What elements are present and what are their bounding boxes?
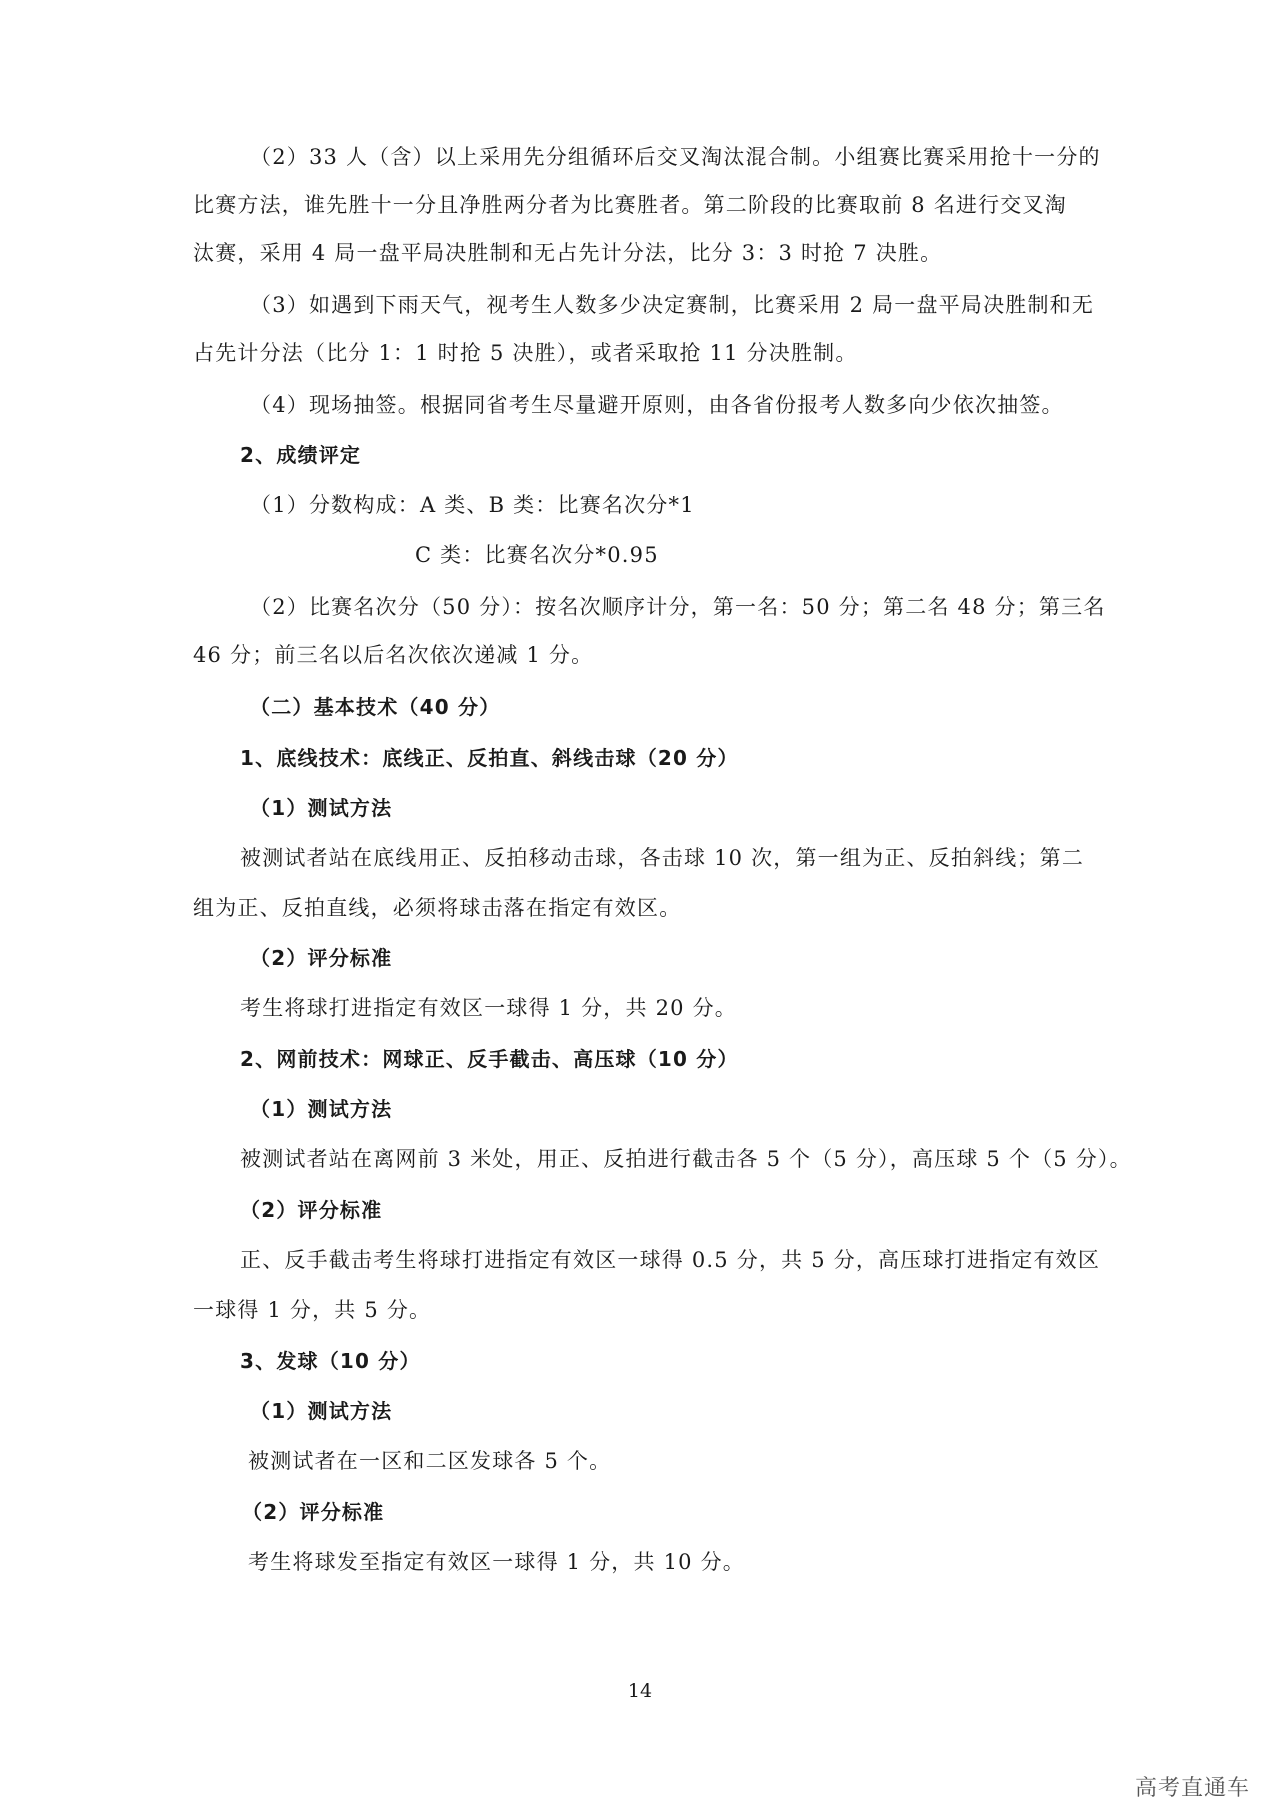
paragraph-line: 正、反手截击考生将球打进指定有效区一球得 0.5 分，共 5 分，高压球打进指定有效区	[240, 1248, 1101, 1272]
paragraph-line: （3）如遇到下雨天气，视考生人数多少决定赛制，比赛采用 2 局一盘平局决胜制和无	[250, 293, 1095, 317]
paragraph-line: 占先计分法（比分 1：1 时抢 5 决胜），或者采取抢 11 分决胜制。	[193, 341, 858, 365]
section-heading: （二）基本技术（40 分）	[250, 695, 501, 719]
paragraph-line: （1）分数构成：A 类、B 类：比赛名次分*1	[250, 493, 695, 517]
subsection-heading: （1）测试方法	[250, 796, 393, 820]
subsection-heading: （2）评分标准	[250, 946, 393, 970]
subsection-heading: （1）测试方法	[250, 1399, 393, 1423]
paragraph-line: （2）33 人（含）以上采用先分组循环后交叉淘汰混合制。小组赛比赛采用抢十一分的	[250, 145, 1101, 169]
paragraph-line: 比赛方法，谁先胜十一分且净胜两分者为比赛胜者。第二阶段的比赛取前 8 名进行交叉淘	[193, 193, 1067, 217]
paragraph-line: 一球得 1 分，共 5 分。	[193, 1298, 432, 1322]
section-heading: 3、发球（10 分）	[240, 1349, 421, 1373]
paragraph-line: 被测试者在一区和二区发球各 5 个。	[248, 1449, 612, 1473]
paragraph-line: 被测试者站在离网前 3 米处，用正、反拍进行截击各 5 个（5 分），高压球 5 个（5 分）。	[240, 1147, 1132, 1171]
paragraph-line: 汰赛，采用 4 局一盘平局决胜制和无占先计分法，比分 3：3 时抢 7 决胜。	[193, 241, 943, 265]
paragraph-line: 46 分；前三名以后名次依次递减 1 分。	[193, 643, 594, 667]
paragraph-line: 组为正、反拍直线，必须将球击落在指定有效区。	[193, 896, 682, 920]
paragraph-line: 被测试者站在底线用正、反拍移动击球，各击球 10 次，第一组为正、反拍斜线；第二	[240, 846, 1085, 870]
paragraph-line: （4）现场抽签。根据同省考生尽量避开原则，由各省份报考人数多向少依次抽签。	[250, 393, 1064, 417]
subsection-heading: （2）评分标准	[240, 1198, 383, 1222]
subsection-heading: （2）评分标准	[242, 1500, 385, 1524]
subsection-heading: （1）测试方法	[250, 1097, 393, 1121]
section-heading: 2、网前技术：网球正、反手截击、高压球（10 分）	[240, 1047, 739, 1071]
paragraph-line: 考生将球打进指定有效区一球得 1 分，共 20 分。	[240, 996, 737, 1020]
section-heading: 2、成绩评定	[240, 443, 362, 467]
section-heading: 1、底线技术：底线正、反拍直、斜线击球（20 分）	[240, 746, 739, 770]
paragraph-line: 考生将球发至指定有效区一球得 1 分，共 10 分。	[248, 1550, 745, 1574]
page-number: 14	[627, 1680, 653, 1702]
paragraph-line: （2）比赛名次分（50 分）：按名次顺序计分，第一名：50 分；第二名 48 分；第三名	[250, 595, 1106, 619]
paragraph-line: C 类：比赛名次分*0.95	[415, 543, 659, 567]
watermark-text: 高考直通车	[1134, 1776, 1250, 1801]
